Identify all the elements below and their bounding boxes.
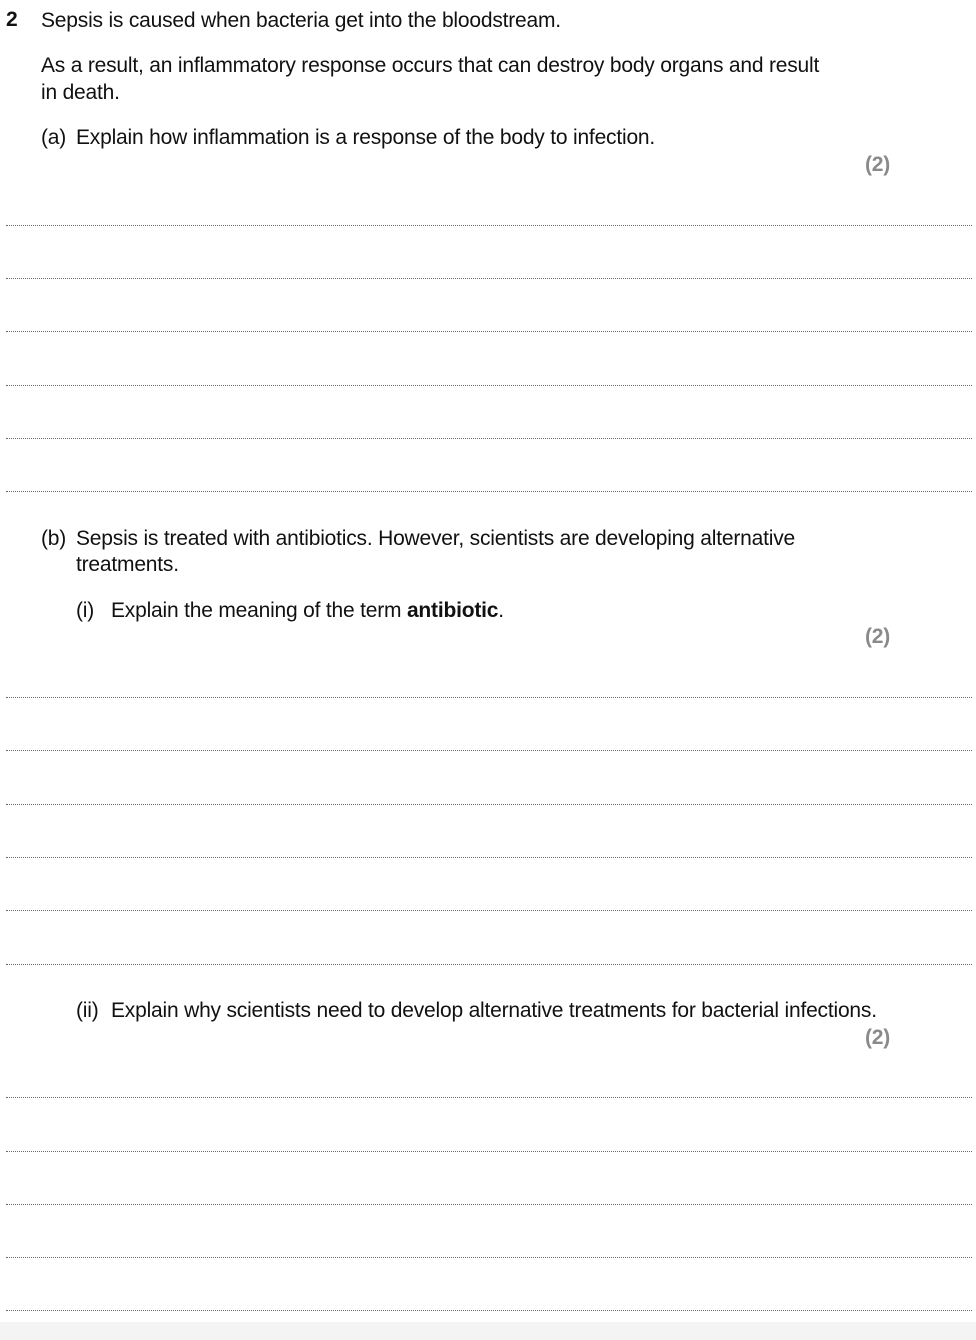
part-b-ii-label: (ii): [76, 999, 99, 1022]
answer-line[interactable]: [6, 225, 972, 226]
part-b-i-text: Explain the meaning of the term: [111, 599, 407, 622]
part-a-marks: (2): [865, 153, 891, 176]
question-context-line-2: in death.: [41, 81, 120, 104]
answer-line[interactable]: [6, 331, 972, 332]
answer-line[interactable]: [6, 804, 972, 805]
page-bottom-edge: [0, 1322, 976, 1340]
part-b-i-marks: (2): [865, 625, 891, 648]
answer-line[interactable]: [6, 1097, 972, 1098]
part-a-label: (a): [41, 126, 67, 149]
part-b-i-label: (i): [76, 599, 95, 622]
part-a-question: Explain how inflammation is a response of the body to infection.: [76, 126, 656, 149]
answer-line[interactable]: [6, 278, 972, 279]
part-b-i-term: antibiotic: [406, 599, 499, 622]
question-context-line-1: As a result, an inflammatory response occurs that can destroy body organs and result: [41, 54, 820, 77]
question-intro: Sepsis is caused when bacteria get into the bloodstream.: [41, 9, 561, 32]
answer-line[interactable]: [6, 385, 972, 386]
answer-line[interactable]: [6, 1151, 972, 1152]
part-b-text-line-1: Sepsis is treated with antibiotics. However, scientists are developing alternative: [76, 527, 795, 550]
answer-line[interactable]: [6, 910, 972, 911]
answer-line[interactable]: [6, 438, 972, 439]
part-b-text-line-2: treatments.: [76, 553, 179, 576]
answer-line[interactable]: [6, 1310, 972, 1311]
question-number: 2: [6, 8, 18, 31]
answer-line[interactable]: [6, 857, 972, 858]
answer-line[interactable]: [6, 1204, 972, 1205]
answer-line[interactable]: [6, 697, 972, 698]
answer-line[interactable]: [6, 750, 972, 751]
part-b-label: (b): [41, 527, 67, 550]
answer-line[interactable]: [6, 1257, 972, 1258]
part-b-ii-question: Explain why scientists need to develop alternative treatments for bacterial infections.: [111, 999, 877, 1022]
part-b-i-question: [111, 599, 504, 623]
part-b-i-punct: .: [498, 599, 504, 622]
answer-line[interactable]: [6, 964, 972, 965]
answer-line[interactable]: [6, 491, 972, 492]
part-b-ii-marks: (2): [865, 1026, 891, 1049]
